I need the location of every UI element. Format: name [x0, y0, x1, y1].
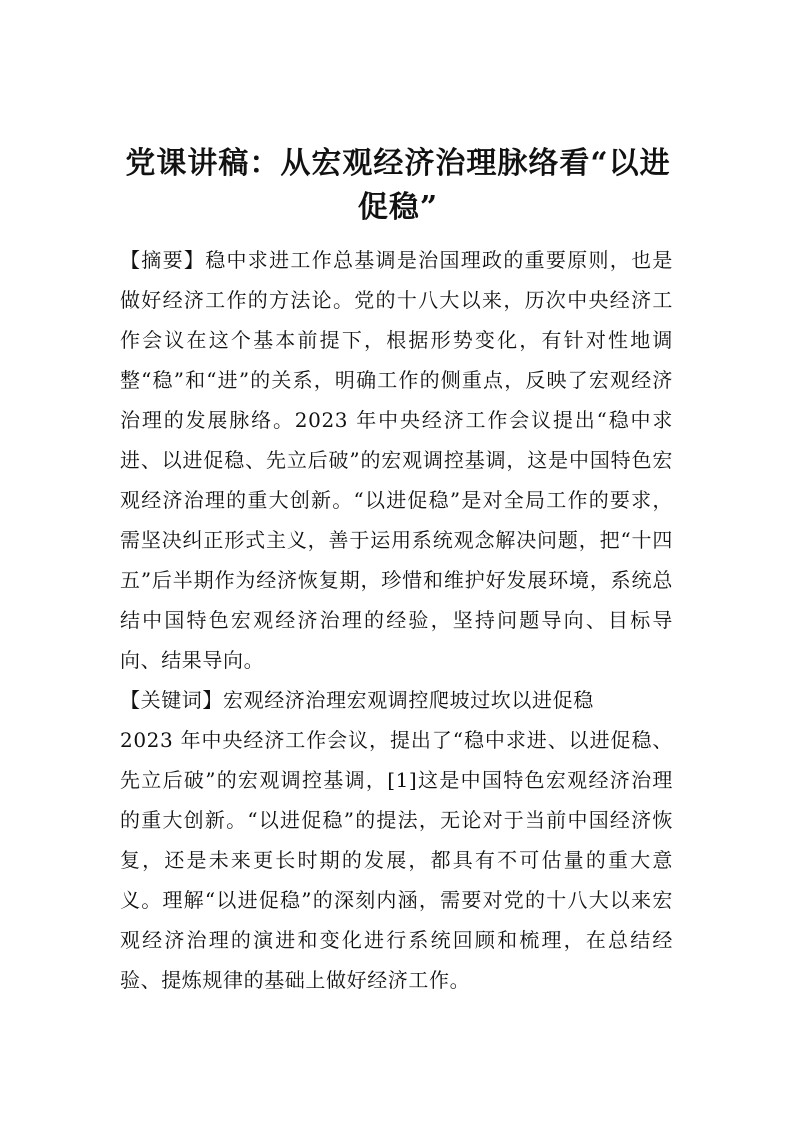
abstract-label: 【摘要】	[120, 248, 206, 272]
keywords-text: 宏观经济治理宏观调控爬坡过坎以进促稳	[223, 688, 594, 712]
keywords-paragraph	[120, 680, 673, 720]
document-body	[120, 240, 673, 1000]
body-paragraph: 2023 年中央经济工作会议，提出了“稳中求进、以进促稳、先立后破”的宏观调控基调，[1]这是中国特色宏观经济治理的重大创新。“以进促稳”的提法，无论对于当前中国经济恢复，还是未来更长时期的发展，都具有不可估量的重大意义。理解“以进促稳”的深刻内涵，需要对党的十八大以来宏观经济治理的演进和变化进行系统回顾和梳理，在总结经验、提炼规律的基础上做好经济工作。	[120, 728, 673, 992]
abstract-text: 稳中求进工作总基调是治国理政的重要原则，也是做好经济工作的方法论。党的十八大以来，历次中央经济工作会议在这个基本前提下，根据形势变化，有针对性地调整“稳”和“进”的关系，明确工作的侧重点，反映了宏观经济治理的发展脉络。2023 年中央经济工作会议提出“稳中求进、以进促稳、先立后破”的宏观调控基调，这是中国特色宏观经济治理的重大创新。“以进促稳”是对全局工作的要求，需坚决纠正形式主义，善于运用系统观念解决问题，把“十四五”后半期作为经济恢复期，珍惜和维护好发展环境，系统总结中国特色宏观经济治理的经验，坚持问题导向、目标导向、结果导向。	[120, 248, 673, 672]
abstract-paragraph	[120, 240, 673, 680]
keywords-label: 【关键词】	[120, 688, 223, 712]
document-title: 党课讲稿：从宏观经济治理脉络看“以进促稳”	[125, 146, 671, 226]
